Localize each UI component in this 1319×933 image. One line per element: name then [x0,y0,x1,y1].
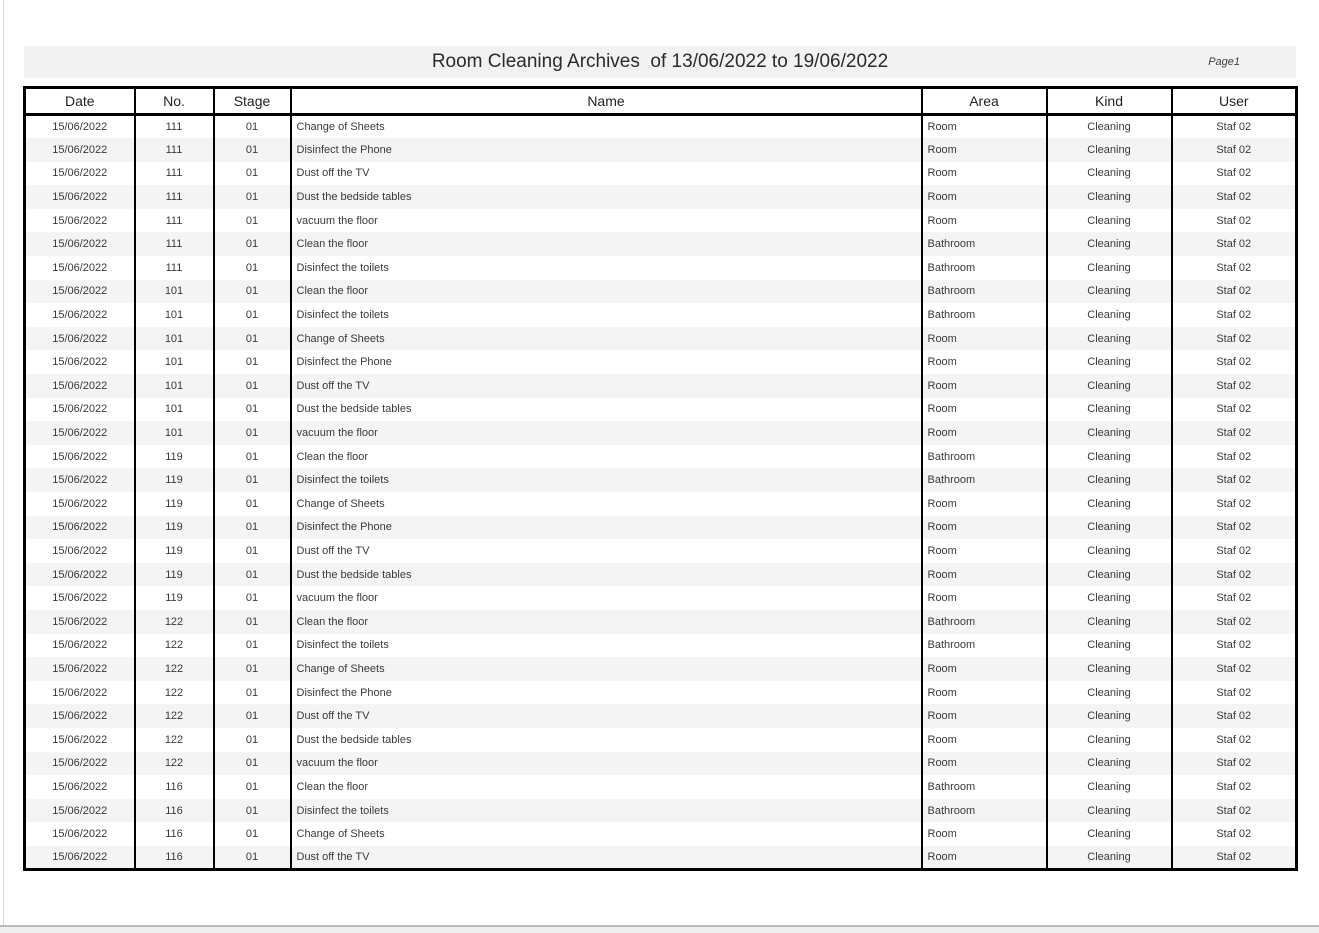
cell-no: 101 [135,398,214,422]
cell-kind: Cleaning [1047,138,1172,162]
cell-user: Staf 02 [1172,634,1297,658]
page-frame-left [3,0,4,926]
cell-no: 111 [135,256,214,280]
cell-no: 116 [135,775,214,799]
cell-name: Dust off the TV [291,374,922,398]
cell-kind: Cleaning [1047,280,1172,304]
cell-name: Disinfect the toilets [291,634,922,658]
cell-date: 15/06/2022 [25,634,135,658]
cell-user: Staf 02 [1172,681,1297,705]
cell-stage: 01 [214,704,291,728]
cell-no: 101 [135,374,214,398]
cell-date: 15/06/2022 [25,232,135,256]
cell-user: Staf 02 [1172,185,1297,209]
cell-user: Staf 02 [1172,374,1297,398]
cell-date: 15/06/2022 [25,209,135,233]
table-row [25,162,1297,186]
column-header-kind: Kind [1047,88,1172,115]
cell-stage: 01 [214,846,291,870]
table-row [25,445,1297,469]
cell-user: Staf 02 [1172,280,1297,304]
cell-date: 15/06/2022 [25,492,135,516]
cell-user: Staf 02 [1172,468,1297,492]
cell-user: Staf 02 [1172,445,1297,469]
cell-stage: 01 [214,586,291,610]
cell-date: 15/06/2022 [25,115,135,139]
cell-area: Room [922,752,1047,776]
report-header-band [24,46,1296,78]
cell-user: Staf 02 [1172,350,1297,374]
cell-date: 15/06/2022 [25,728,135,752]
cell-kind: Cleaning [1047,516,1172,540]
cell-area: Room [922,350,1047,374]
cell-name: Dust the bedside tables [291,728,922,752]
cell-no: 101 [135,303,214,327]
cell-stage: 01 [214,138,291,162]
cell-stage: 01 [214,799,291,823]
cell-kind: Cleaning [1047,374,1172,398]
cell-no: 101 [135,327,214,351]
cell-area: Bathroom [922,634,1047,658]
cell-area: Room [922,704,1047,728]
cell-area: Bathroom [922,775,1047,799]
column-header-name: Name [291,88,922,115]
cell-kind: Cleaning [1047,303,1172,327]
page-number-label: Page1 [1208,56,1240,68]
cell-kind: Cleaning [1047,185,1172,209]
table-row [25,681,1297,705]
table-row [25,657,1297,681]
table-row [25,728,1297,752]
cell-name: Disinfect the Phone [291,138,922,162]
cell-kind: Cleaning [1047,681,1172,705]
cell-user: Staf 02 [1172,799,1297,823]
cell-user: Staf 02 [1172,421,1297,445]
cell-no: 119 [135,516,214,540]
cell-user: Staf 02 [1172,728,1297,752]
cell-no: 119 [135,539,214,563]
table-row [25,586,1297,610]
cell-kind: Cleaning [1047,539,1172,563]
cell-stage: 01 [214,162,291,186]
cell-kind: Cleaning [1047,162,1172,186]
cell-kind: Cleaning [1047,799,1172,823]
report-table-header [25,88,1297,115]
cell-kind: Cleaning [1047,115,1172,139]
cell-area: Room [922,185,1047,209]
cell-no: 119 [135,445,214,469]
cell-kind: Cleaning [1047,468,1172,492]
cell-stage: 01 [214,822,291,846]
cell-area: Room [922,138,1047,162]
cell-user: Staf 02 [1172,539,1297,563]
cell-kind: Cleaning [1047,327,1172,351]
cell-name: Dust off the TV [291,162,922,186]
table-row [25,138,1297,162]
cell-date: 15/06/2022 [25,539,135,563]
cell-date: 15/06/2022 [25,327,135,351]
cell-name: Clean the floor [291,280,922,304]
table-row [25,374,1297,398]
cell-area: Room [922,374,1047,398]
cell-no: 111 [135,232,214,256]
cell-no: 119 [135,492,214,516]
cell-user: Staf 02 [1172,256,1297,280]
header-row [25,88,1297,115]
cell-date: 15/06/2022 [25,350,135,374]
cell-name: Dust off the TV [291,539,922,563]
cell-date: 15/06/2022 [25,303,135,327]
table-row [25,610,1297,634]
cell-date: 15/06/2022 [25,822,135,846]
table-row [25,280,1297,304]
cell-area: Room [922,822,1047,846]
cell-area: Room [922,586,1047,610]
table-row [25,398,1297,422]
column-header-no: No. [135,88,214,115]
cell-date: 15/06/2022 [25,162,135,186]
cell-date: 15/06/2022 [25,445,135,469]
cell-user: Staf 02 [1172,563,1297,587]
cell-date: 15/06/2022 [25,657,135,681]
cell-name: Dust the bedside tables [291,398,922,422]
cell-no: 116 [135,799,214,823]
cell-date: 15/06/2022 [25,752,135,776]
table-row [25,704,1297,728]
cell-kind: Cleaning [1047,421,1172,445]
cell-date: 15/06/2022 [25,421,135,445]
cell-no: 111 [135,138,214,162]
cell-stage: 01 [214,374,291,398]
cell-stage: 01 [214,445,291,469]
cell-date: 15/06/2022 [25,846,135,870]
cell-user: Staf 02 [1172,752,1297,776]
table-row [25,256,1297,280]
cell-kind: Cleaning [1047,822,1172,846]
column-header-date: Date [25,88,135,115]
cell-user: Staf 02 [1172,162,1297,186]
cell-date: 15/06/2022 [25,398,135,422]
cell-area: Room [922,516,1047,540]
cell-name: vacuum the floor [291,421,922,445]
cell-area: Room [922,563,1047,587]
cell-kind: Cleaning [1047,256,1172,280]
cell-name: Dust off the TV [291,846,922,870]
cell-name: Disinfect the Phone [291,350,922,374]
cell-area: Room [922,327,1047,351]
cell-name: Clean the floor [291,445,922,469]
cell-date: 15/06/2022 [25,280,135,304]
cell-kind: Cleaning [1047,350,1172,374]
cell-stage: 01 [214,115,291,139]
cell-user: Staf 02 [1172,209,1297,233]
cell-user: Staf 02 [1172,138,1297,162]
cell-area: Bathroom [922,256,1047,280]
cell-no: 116 [135,822,214,846]
cell-user: Staf 02 [1172,492,1297,516]
cell-area: Room [922,162,1047,186]
cell-user: Staf 02 [1172,232,1297,256]
cell-area: Room [922,728,1047,752]
cell-date: 15/06/2022 [25,185,135,209]
cell-no: 119 [135,563,214,587]
cell-stage: 01 [214,563,291,587]
cell-area: Room [922,115,1047,139]
cell-date: 15/06/2022 [25,563,135,587]
cell-stage: 01 [214,185,291,209]
cell-no: 111 [135,115,214,139]
cell-kind: Cleaning [1047,445,1172,469]
report-table-body [25,115,1297,870]
cell-no: 119 [135,468,214,492]
cell-name: Dust the bedside tables [291,563,922,587]
report-table [23,86,1298,871]
table-row [25,115,1297,139]
cell-area: Bathroom [922,232,1047,256]
page-frame-bottom-pad [0,927,1319,933]
cell-no: 111 [135,162,214,186]
cell-name: Disinfect the toilets [291,799,922,823]
cell-stage: 01 [214,209,291,233]
cell-area: Bathroom [922,280,1047,304]
cell-area: Bathroom [922,445,1047,469]
cell-no: 122 [135,610,214,634]
cell-area: Room [922,539,1047,563]
cell-stage: 01 [214,681,291,705]
cell-kind: Cleaning [1047,775,1172,799]
cell-name: Clean the floor [291,775,922,799]
cell-date: 15/06/2022 [25,610,135,634]
table-row [25,775,1297,799]
cell-name: Disinfect the toilets [291,468,922,492]
cell-area: Room [922,657,1047,681]
table-row [25,209,1297,233]
cell-stage: 01 [214,775,291,799]
cell-date: 15/06/2022 [25,374,135,398]
cell-area: Room [922,421,1047,445]
cell-name: Disinfect the Phone [291,681,922,705]
cell-name: vacuum the floor [291,752,922,776]
cell-user: Staf 02 [1172,115,1297,139]
cell-stage: 01 [214,303,291,327]
cell-no: 122 [135,657,214,681]
cell-kind: Cleaning [1047,704,1172,728]
cell-no: 122 [135,728,214,752]
cell-no: 122 [135,752,214,776]
table-row [25,492,1297,516]
cell-stage: 01 [214,752,291,776]
cell-no: 122 [135,681,214,705]
cell-kind: Cleaning [1047,586,1172,610]
cell-user: Staf 02 [1172,704,1297,728]
cell-date: 15/06/2022 [25,799,135,823]
cell-name: Dust the bedside tables [291,185,922,209]
cell-date: 15/06/2022 [25,586,135,610]
cell-user: Staf 02 [1172,398,1297,422]
cell-stage: 01 [214,280,291,304]
cell-stage: 01 [214,657,291,681]
cell-name: Disinfect the toilets [291,256,922,280]
cell-date: 15/06/2022 [25,681,135,705]
table-row [25,232,1297,256]
cell-date: 15/06/2022 [25,704,135,728]
cell-no: 122 [135,704,214,728]
cell-stage: 01 [214,398,291,422]
cell-area: Bathroom [922,303,1047,327]
table-row [25,185,1297,209]
cell-no: 116 [135,846,214,870]
cell-kind: Cleaning [1047,563,1172,587]
cell-date: 15/06/2022 [25,256,135,280]
cell-stage: 01 [214,350,291,374]
cell-area: Room [922,492,1047,516]
cell-area: Room [922,398,1047,422]
column-header-user: User [1172,88,1297,115]
table-row [25,634,1297,658]
cell-area: Room [922,846,1047,870]
cell-name: Change of Sheets [291,822,922,846]
table-row [25,468,1297,492]
cell-date: 15/06/2022 [25,138,135,162]
cell-date: 15/06/2022 [25,468,135,492]
cell-name: Change of Sheets [291,492,922,516]
cell-stage: 01 [214,468,291,492]
cell-area: Bathroom [922,468,1047,492]
table-row [25,327,1297,351]
table-row [25,303,1297,327]
cell-date: 15/06/2022 [25,775,135,799]
cell-user: Staf 02 [1172,303,1297,327]
cell-user: Staf 02 [1172,822,1297,846]
cell-user: Staf 02 [1172,846,1297,870]
cell-area: Room [922,209,1047,233]
cell-user: Staf 02 [1172,657,1297,681]
cell-user: Staf 02 [1172,586,1297,610]
cell-kind: Cleaning [1047,846,1172,870]
cell-name: Clean the floor [291,610,922,634]
cell-date: 15/06/2022 [25,516,135,540]
table-row [25,539,1297,563]
cell-no: 119 [135,586,214,610]
cell-name: Change of Sheets [291,115,922,139]
cell-no: 101 [135,421,214,445]
cell-stage: 01 [214,539,291,563]
cell-stage: 01 [214,516,291,540]
cell-stage: 01 [214,421,291,445]
report-title: Room Cleaning Archives of 13/06/2022 to 19/06/2022 [431,51,889,72]
cell-stage: 01 [214,634,291,658]
cell-kind: Cleaning [1047,209,1172,233]
table-row [25,350,1297,374]
table-row [25,799,1297,823]
cell-name: Disinfect the Phone [291,516,922,540]
cell-kind: Cleaning [1047,657,1172,681]
cell-area: Room [922,681,1047,705]
cell-name: vacuum the floor [291,586,922,610]
cell-name: vacuum the floor [291,209,922,233]
table-row [25,516,1297,540]
cell-no: 111 [135,185,214,209]
cell-kind: Cleaning [1047,610,1172,634]
cell-name: Change of Sheets [291,327,922,351]
table-row [25,822,1297,846]
cell-stage: 01 [214,327,291,351]
cell-area: Bathroom [922,799,1047,823]
cell-kind: Cleaning [1047,232,1172,256]
cell-no: 111 [135,209,214,233]
cell-name: Disinfect the toilets [291,303,922,327]
cell-stage: 01 [214,232,291,256]
cell-user: Staf 02 [1172,516,1297,540]
table-row [25,846,1297,870]
cell-user: Staf 02 [1172,327,1297,351]
cell-kind: Cleaning [1047,398,1172,422]
table-row [25,563,1297,587]
column-header-area: Area [922,88,1047,115]
table-row [25,421,1297,445]
cell-name: Change of Sheets [291,657,922,681]
cell-kind: Cleaning [1047,728,1172,752]
cell-area: Bathroom [922,610,1047,634]
cell-no: 101 [135,350,214,374]
cell-kind: Cleaning [1047,492,1172,516]
cell-name: Dust off the TV [291,704,922,728]
cell-kind: Cleaning [1047,752,1172,776]
cell-name: Clean the floor [291,232,922,256]
cell-stage: 01 [214,728,291,752]
cell-stage: 01 [214,256,291,280]
cell-user: Staf 02 [1172,775,1297,799]
cell-stage: 01 [214,492,291,516]
table-row [25,752,1297,776]
column-header-stage: Stage [214,88,291,115]
cell-no: 101 [135,280,214,304]
cell-stage: 01 [214,610,291,634]
cell-kind: Cleaning [1047,634,1172,658]
cell-no: 122 [135,634,214,658]
cell-user: Staf 02 [1172,610,1297,634]
